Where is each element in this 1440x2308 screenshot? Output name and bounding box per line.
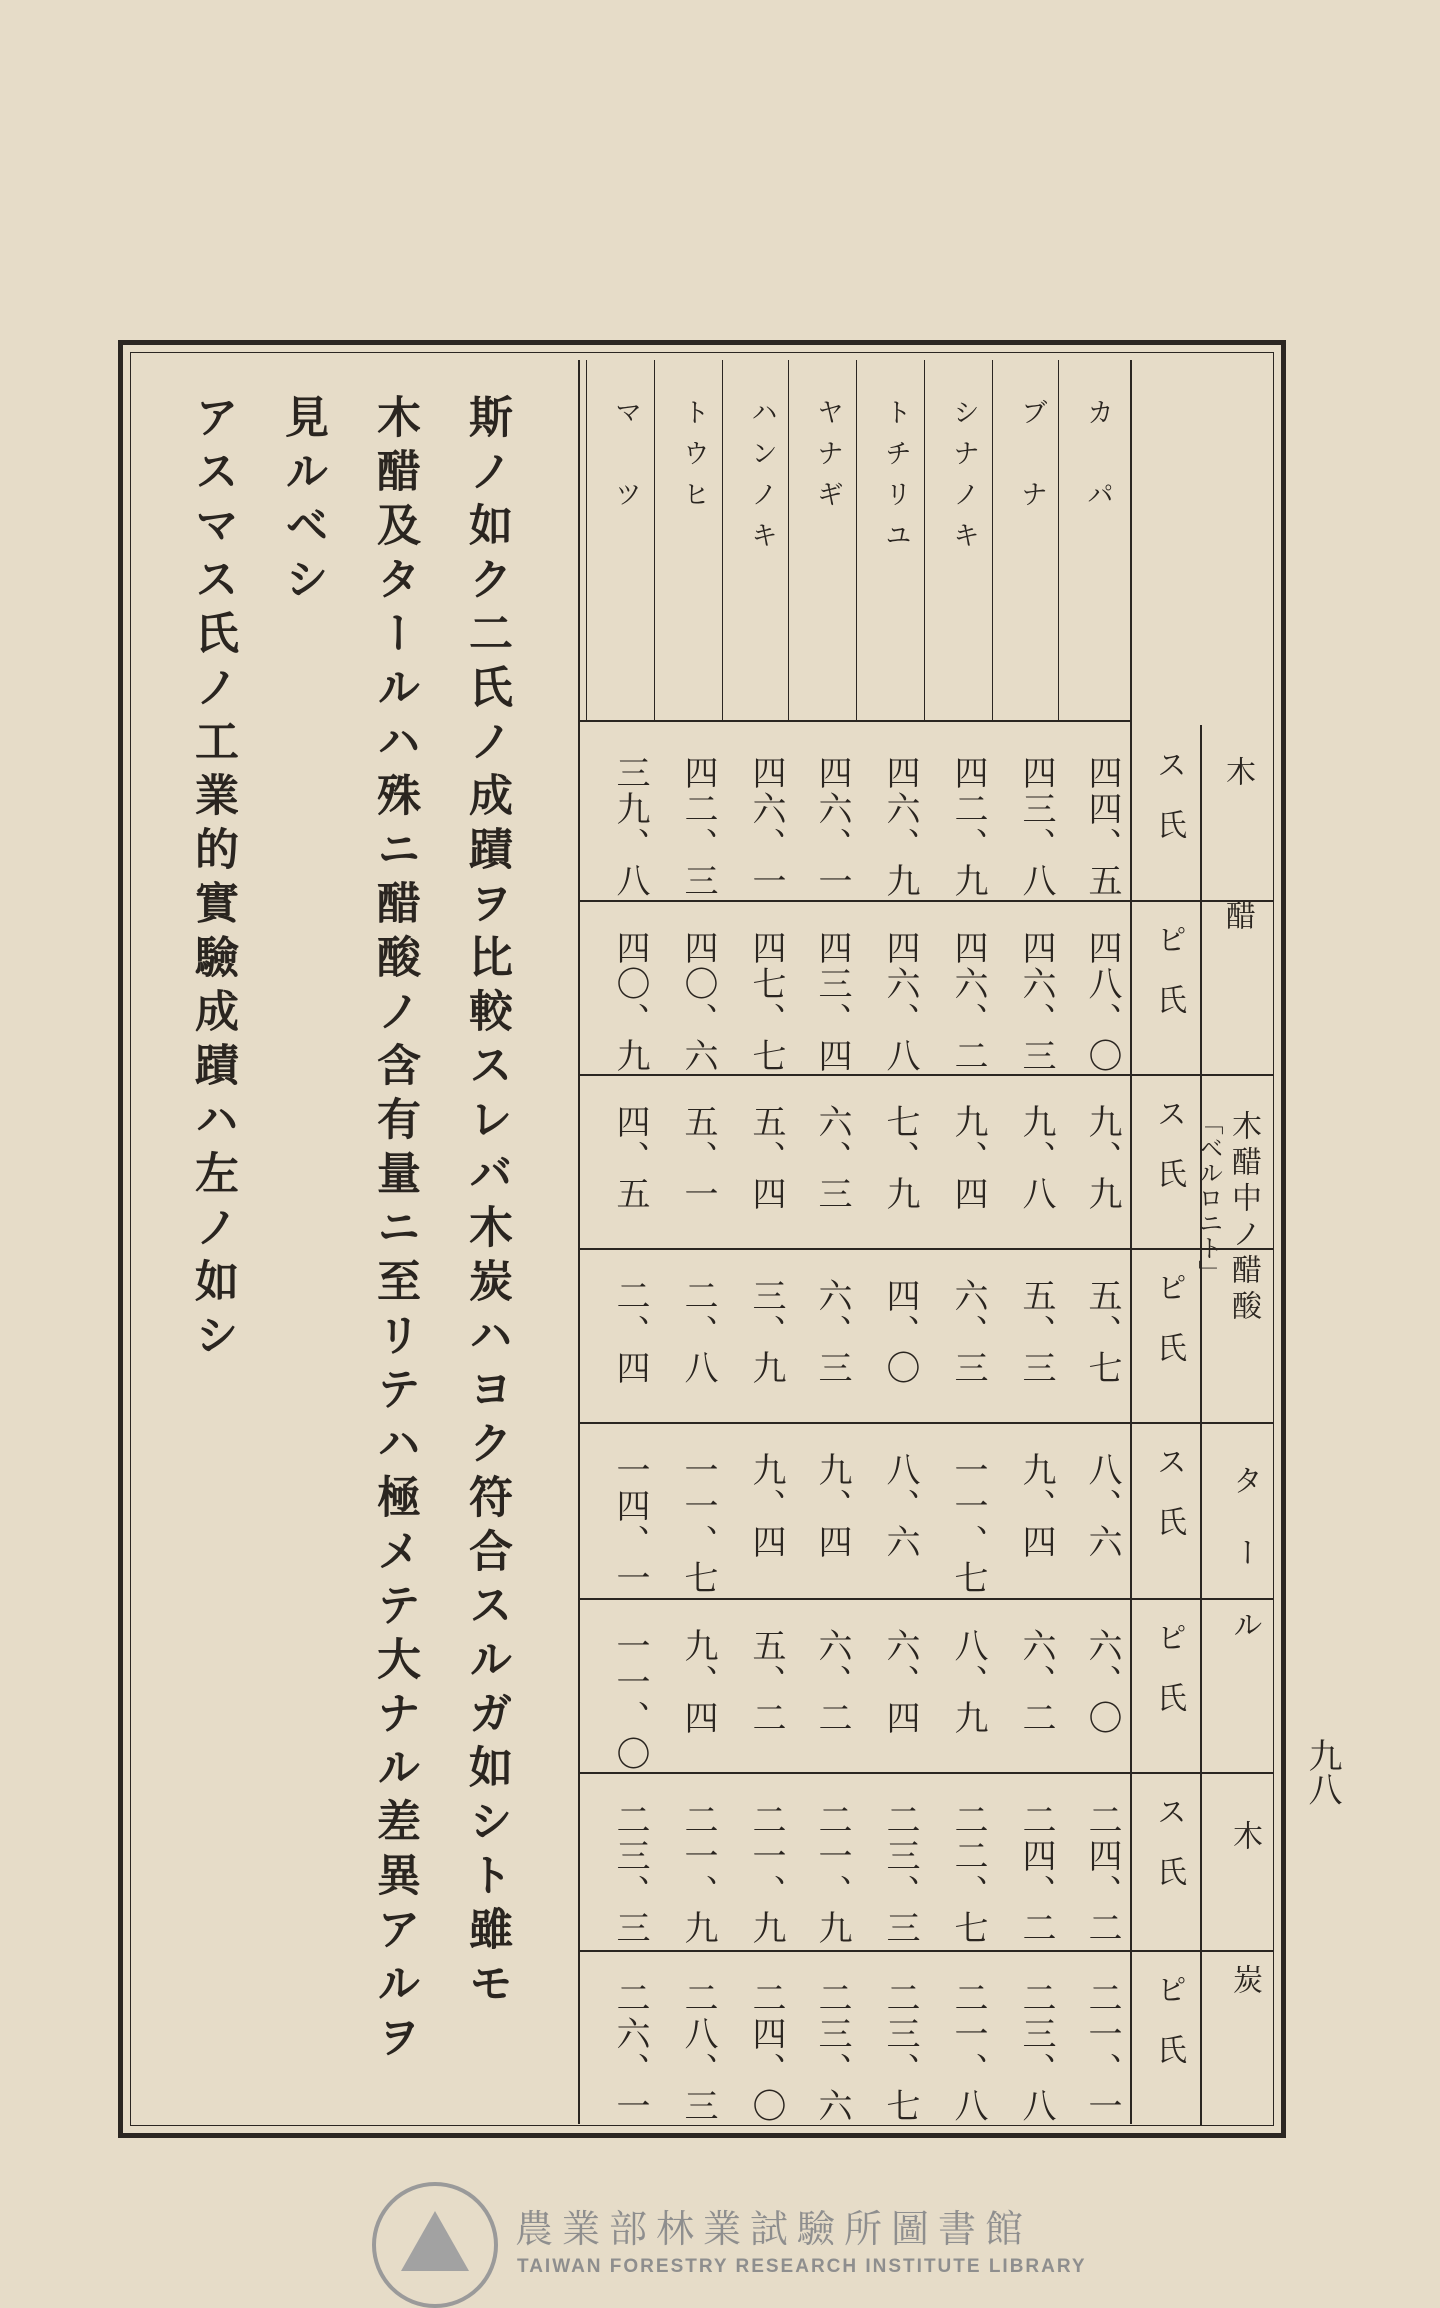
band-divider [580,1950,1274,1952]
subheader-ピ: ピ 氏 [1151,1272,1186,1362]
species-name: シナノキ [948,398,979,562]
table-cell: 二三、六 [812,1980,852,2124]
table-cell: 五、二 [746,1628,786,1736]
table-cell: 六、三 [812,1104,852,1212]
species-name: トチリユ [880,398,911,562]
table-cell: 三九、八 [610,755,650,899]
table-cell: 四六、三 [1016,930,1056,1074]
subheader-divider [1200,725,1202,2125]
band-divider [580,1074,1274,1076]
subheader-ス: ス 氏 [1151,1098,1186,1188]
subheader-ピ: ピ 氏 [1151,1622,1186,1712]
table-cell: 九、四 [746,1452,786,1560]
table-cell: 四八、〇 [1082,930,1122,1074]
table-cell: 二六、一 [610,1980,650,2124]
table-cell: 一一、七 [678,1452,718,1596]
table-cell: 五、三 [1016,1278,1056,1386]
subheader-ス: ス 氏 [1151,1796,1186,1886]
header-tar: タ ー ル [1227,1465,1262,1645]
table-cell: 四、五 [610,1104,650,1212]
table-cell: 六、二 [1016,1628,1056,1736]
band-divider [580,1248,1274,1250]
table-cell: 四七、七 [746,930,786,1074]
row-divider [924,360,925,720]
table-cell: 四六、八 [880,930,920,1074]
table-cell: 二八、三 [678,1980,718,2124]
table-cell: 八、六 [1082,1452,1122,1560]
header-acetic-acid-sub: 「ベルロニト」 [1195,1110,1224,1285]
table-cell: 四〇、九 [610,930,650,1074]
table-cell: 七、九 [880,1104,920,1212]
species-name: ヤナギ [812,398,843,521]
table-cell: 四四、五 [1082,755,1122,899]
table-cell: 九、九 [1082,1104,1122,1212]
table-cell: 二三、三 [880,1802,920,1946]
table-cell: 四六、一 [812,755,852,899]
subheader-ピ: ピ 氏 [1151,1974,1186,2064]
table-cell: 九、四 [678,1628,718,1736]
group-divider [1200,1772,1274,1774]
header-acetic-acid: 木醋中ノ醋酸 [1226,1110,1261,1326]
table-cell: 二四、二 [1082,1802,1122,1946]
subheader-ス: ス 氏 [1151,1446,1186,1536]
table-cell: 四〇、六 [678,930,718,1074]
names-divider [580,720,1130,722]
subheader-ピ: ピ 氏 [1151,924,1186,1014]
row-divider [1058,360,1059,720]
table-cell: 八、六 [880,1452,920,1560]
table-cell: 二四、〇 [746,1980,786,2124]
table-cell: 四、〇 [880,1278,920,1386]
table-cell: 二三、八 [1016,1980,1056,2124]
species-name: トウヒ [678,398,709,521]
table-cell: 六、四 [880,1628,920,1736]
table-cell: 四二、三 [678,755,718,899]
table-cell: 五、四 [746,1104,786,1212]
table-cell: 九、四 [948,1104,988,1212]
text-line: 斯ノ如ク二氏ノ成蹟ヲ比較スレバ木炭ハヨク符合スルガ如シト雖モ [461,394,512,2014]
table-cell: 二一、八 [948,1980,988,2124]
table-cell: 五、一 [678,1104,718,1212]
header-wood-vinegar: 木 醋 [1220,756,1255,936]
seal-emblem-icon [401,2211,469,2271]
table-cell: 一四、一 [610,1452,650,1596]
table-cell: 五、七 [1082,1278,1122,1386]
species-name: マ ツ [610,398,641,521]
row-divider [992,360,993,720]
table-cell: 六、三 [948,1278,988,1386]
table-cell: 一一、七 [948,1452,988,1596]
table-cell: 二一、一 [1082,1980,1122,2124]
species-name: ハンノキ [746,398,777,562]
species-name: カ パ [1082,398,1113,521]
table-cell: 二一、九 [678,1802,718,1946]
table-cell: 四三、四 [812,930,852,1074]
header-divider [1130,360,1132,2124]
band-divider [580,1598,1274,1600]
row-divider [788,360,789,720]
table-cell: 二二、七 [948,1802,988,1946]
row-divider [856,360,857,720]
table-cell: 九、四 [812,1452,852,1560]
table-cell: 四六、二 [948,930,988,1074]
row-divider [654,360,655,720]
page-number: 九八 [1302,1738,1342,1806]
species-name: ブ ナ [1016,398,1047,521]
table-cell: 四六、一 [746,755,786,899]
table-cell: 二、八 [678,1278,718,1386]
row-divider [586,360,587,720]
table-cell: 四六、九 [880,755,920,899]
table-cell: 二、四 [610,1278,650,1386]
row-divider [722,360,723,720]
table-cell: 三、九 [746,1278,786,1386]
table-cell: 六、三 [812,1278,852,1386]
group-divider [1200,1422,1274,1424]
table-cell: 四三、八 [1016,755,1056,899]
table-cell: 九、四 [1016,1452,1056,1560]
table-cell: 二三、七 [880,1980,920,2124]
subheader-ス: ス 氏 [1151,749,1186,839]
table-cell: 九、八 [1016,1104,1056,1212]
table-cell: 六、二 [812,1628,852,1736]
text-line: アスマス氏ノ工業的實驗成蹟ハ左ノ如シ [187,394,238,1366]
band-divider [580,1422,1274,1424]
table-cell: 二一、九 [746,1802,786,1946]
header-charcoal: 木 炭 [1227,1820,1262,2000]
table-cell: 二一、九 [812,1802,852,1946]
text-line: 見ルベシ [277,394,328,610]
text-line: 木醋及タールハ殊ニ醋酸ノ含有量ニ至リテハ極メテ大ナル差異アルヲ [369,394,420,2068]
table-cell: 一一、〇 [610,1628,650,1772]
table-cell: 二四、二 [1016,1802,1056,1946]
band-divider [580,900,1274,902]
library-name-english: TAIWAN FORESTRY RESEARCH INSTITUTE LIBRARY [517,2256,1087,2277]
table-cell: 八、九 [948,1628,988,1736]
table-cell: 四二、九 [948,755,988,899]
table-cell: 六、〇 [1082,1628,1122,1736]
library-seal [372,2182,498,2308]
library-name: 農業部林業試驗所圖書館 [515,2207,1033,2251]
table-left-rule [578,360,580,2124]
band-divider [580,1772,1274,1774]
table-cell: 二三、三 [610,1802,650,1946]
group-divider [1200,1074,1274,1076]
